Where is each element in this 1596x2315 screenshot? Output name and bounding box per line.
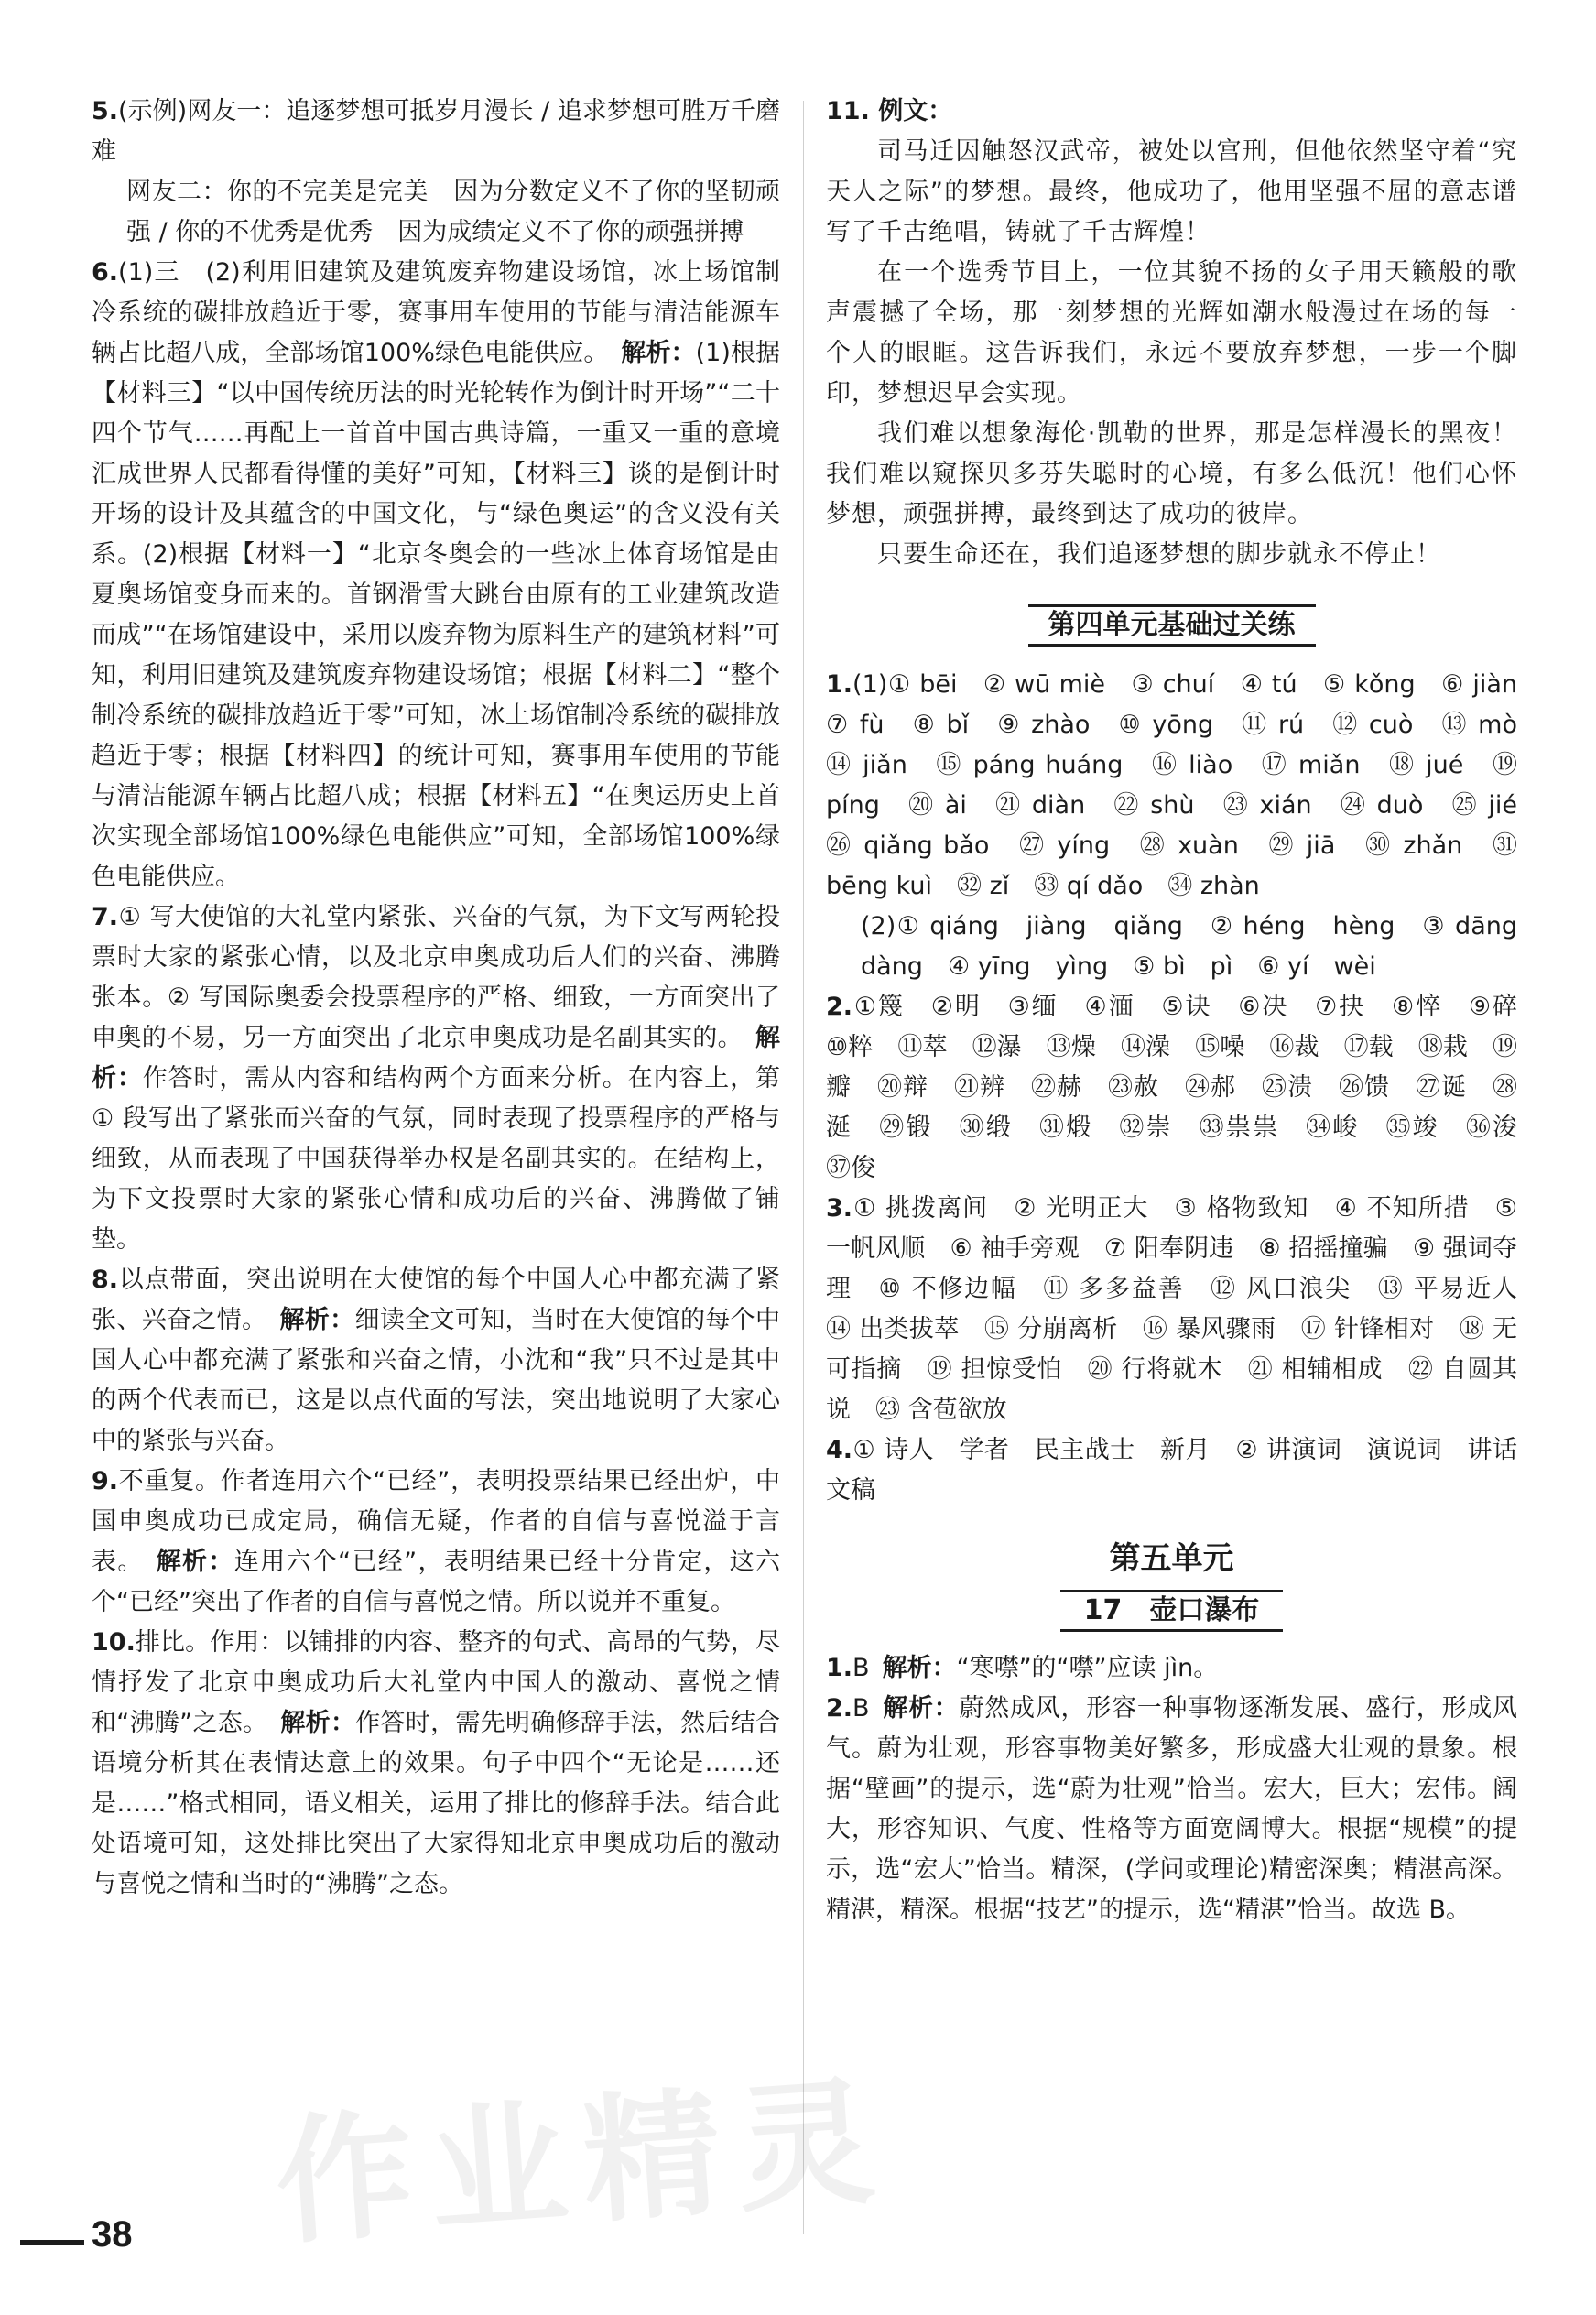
answer-item (92, 897, 780, 1260)
lesson-title-box (826, 1590, 1517, 1632)
question-number: 1. (826, 1654, 853, 1682)
essay-paragraph: 司马迁因触怒汉武帝，被处以宫刑，但他依然坚守着“究天人之际”的梦想。最终，他成功了，他用坚强不屈的意志谱写了千古绝唱，铸就了千古辉煌！ (826, 137, 1517, 246)
analysis-text: 蔚然成风，形容一种事物逐渐发展、盛行，形成风气。蔚为壮观，形容事物美好繁多，形成盛大壮观的景象。根据“壁画”的提示，选“蔚为壮观”恰当。宏大，巨大；宏伟。阔大，形容知识、气度、性格等方面宽阔博大。根据“规模”的提示，选“宏大”恰当。精深，(学问或理论)精密深奥；精湛高深。精湛，精深。根据“技艺”的提示，选“精湛”恰当。故选 B。 (826, 1694, 1518, 1924)
question-number: 6. (92, 258, 119, 287)
watermark: 作业精灵 (270, 2061, 896, 2265)
analysis-text: 作答时，需先明确修辞手法，然后结合语境分析其在表情达意上的效果。句子中四个“无论是……还是……”格式相同，语义相关，运用了排比的修辞手法。结合此处语境可知，这处排比突出了大家得知北京申奥成功后的激动与喜悦之情和当时的“沸腾”之态。 (92, 1709, 780, 1898)
answer-text: (1)① bēi ② wū miè ③ chuí ④ tú ⑤ kǒng ⑥ jiàn ⑦ fù ⑧ bǐ ⑨ zhào ⑩ yōng ⑪ rú ⑫ cuò ⑬ mò ⑭ jiǎn ⑮ páng huáng ⑯ liào ⑰ miǎn ⑱ jué ⑲ píng ⑳ ài ㉑ diàn ㉒ shù ㉓ xián ㉔ duò ㉕ jié ㉖ qiǎng bǎo ㉗ yíng ㉘ xuàn ㉙ jiā ㉚ zhǎn ㉛ bēng kuì ㉜ zǐ ㉝ qí dǎo ㉞ zhàn (826, 670, 1542, 900)
analysis-label: 解析： (279, 1306, 355, 1334)
answer-item (826, 1189, 1542, 1430)
answer-item (92, 1462, 780, 1623)
lesson-title: 17 壶口瀑布 (1060, 1590, 1284, 1632)
answer-item (826, 907, 1542, 987)
answer-item (826, 665, 1542, 907)
unit4-title: 第四单元基础过关练 (1028, 604, 1316, 647)
unit4-title-box (826, 604, 1517, 647)
analysis-label: 解析： (280, 1709, 356, 1737)
answer-text: ① 挑拨离间 ② 光明正大 ③ 格物致知 ④ 不知所措 ⑤ 一帆风顺 ⑥ 袖手旁观 ⑦ 阳奉阴违 ⑧ 招摇撞骗 ⑨ 强词夺理 ⑩ 不修边幅 ⑪ 多多益善 ⑫ 风口浪尖 ⑬ 平易近人 ⑭ 出类拔萃 ⑮ 分崩离析 ⑯ 暴风骤雨 ⑰ 针锋相对 ⑱ 无可指摘 ⑲ 担惊受怕 ⑳ 行将就木 ㉑ 相辅相成 ㉒ 自圆其说 ㉓ 含苞欲放 (826, 1194, 1542, 1424)
analysis-text: 细读全文可知，当时在大使馆的每个中国人心中都充满了紧张和兴奋之情，小沈和“我”只不过是其中的两个代表而已，这是以点代面的写法，突出地说明了大家心中的紧张与兴奋。 (92, 1306, 781, 1455)
answer-item (92, 253, 780, 897)
answer-text: (1)三 (2)利用旧建筑及建筑废弃物建设场馆，冰上场馆制冷系统的碳排放趋近于零，赛事用车使用的节能与清洁能源车辆占比超八成，全部场馆100%绿色电能供应。 (92, 258, 780, 367)
left-column (92, 92, 780, 1905)
page-number: 38 (92, 2214, 133, 2255)
essay-paragraph: 在一个选秀节目上，一位其貌不扬的女子用天籁般的歌声震撼了全场，那一刻梦想的光辉如潮水般漫过在场的每一个人的眼眶。这告诉我们，永远不要放弃梦想，一步一个脚印，梦想迟早会实现。 (826, 258, 1517, 408)
analysis-label: 解析： (882, 1694, 960, 1723)
question-number: 5. (92, 97, 119, 125)
answer-text: (示例)网友一：追逐梦想可抵岁月漫长 / 追求梦想可胜万千磨难 (92, 97, 780, 166)
answer-text: 排比。作用：以铺排的内容、整齐的句式、高昂的气势，尽情抒发了北京申奥成功后大礼堂内中国人的激动、喜悦之情和“沸腾”之态。 (92, 1628, 780, 1737)
page-number-bar (20, 2240, 84, 2245)
right-column (826, 92, 1542, 1930)
analysis-label: 解析： (621, 339, 696, 367)
question-number: 2. (826, 993, 853, 1021)
unit5-title: 第五单元 (1109, 1540, 1234, 1577)
answer-text: B (852, 1654, 870, 1682)
answer-item (92, 1260, 780, 1462)
question-number: 3. (826, 1194, 853, 1223)
answer-item (826, 987, 1542, 1189)
answer-text: ① 诗人 学者 民主战士 新月 ② 讲演词 演说词 讲话文稿 (826, 1436, 1517, 1505)
answer-item (92, 172, 780, 253)
question-number: 4. (826, 1436, 853, 1464)
question-number: 7. (92, 903, 119, 931)
answer-item (826, 1648, 1517, 1689)
column-divider (803, 101, 804, 2234)
analysis-text: “寒噤”的“噤”应读 jìn。 (956, 1654, 1219, 1682)
answer-item (92, 92, 780, 172)
analysis-text: (1)根据【材料三】“以中国传统历法的时光轮转作为倒计时开场”“二十四个节气……再配上一首首中国古典诗篇，一重又一重的意境汇成世界人民都看得懂的美好”可知，【材料三】谈的是倒计时开场的设计及其蕴含的中国文化，与“绿色奥运”的含义没有关系。(2)根据【材料一】“北京冬奥会的一些冰上体育场馆是由夏奥场馆变身而来的。首钢滑雪大跳台由原有的工业建筑改造而成”“在场馆建设中，采用以废弃物为原料生产的建筑材料”可知，利用旧建筑及建筑废弃物建设场馆；根据【材料二】“整个制冷系统的碳排放趋近于零”可知，冰上场馆制冷系统的碳排放趋近于零；根据【材料四】的统计可知，赛事用车使用的节能与清洁能源车辆占比超八成；根据【材料五】“在奥运历史上首次实现全部场馆100%绿色电能供应”可知，全部场馆100%绿色电能供应。 (92, 339, 780, 891)
question-number: 8. (92, 1266, 119, 1294)
question-number: 1. (826, 670, 853, 699)
answer-text: B (852, 1694, 870, 1723)
answer-item (826, 1689, 1517, 1930)
answer-text: ① 写大使馆的大礼堂内紧张、兴奋的气氛，为下文写两轮投票时大家的紧张心情，以及北京申奥成功后人们的兴奋、沸腾张本。② 写国际奥委会投票程序的严格、细致，一方面突出了申奥的不易，另一方面突出了北京申奥成功是名副其实的。 (92, 903, 780, 1052)
analysis-label: 解析： (92, 1024, 780, 1092)
example-essay (826, 132, 1517, 575)
answer-text: ①篾 ②明 ③缅 ④湎 ⑤诀 ⑥决 ⑦抉 ⑧悴 ⑨碎 ⑩粹 ⑪萃 ⑫瀑 ⑬燥 ⑭澡 ⑮噪 ⑯裁 ⑰载 ⑱栽 ⑲瓣 ⑳辩 ㉑辨 ㉒赫 ㉓赦 ㉔郝 ㉕溃 ㉖馈 ㉗诞 ㉘涎 ㉙锻 ㉚缎 ㉛煅 ㉜崇 ㉝祟祟 ㉞峻 ㉟竣 ㊱浚 ㊲俊 (826, 993, 1542, 1182)
essay-paragraph: 我们难以想象海伦·凯勒的世界，那是怎样漫长的黑夜！我们难以窥探贝多芬失聪时的心境，有多么低沉！他们心怀梦想，顽强拼搏，最终到达了成功的彼岸。 (826, 419, 1517, 528)
analysis-label: 解析： (156, 1548, 234, 1576)
answer-text: 网友二：你的不完美是完美 因为分数定义不了你的坚韧顽强 / 你的不优秀是优秀 因为成绩定义不了你的顽强拼搏 (126, 178, 780, 246)
question-11-label: 11. 例文： (826, 97, 953, 125)
question-number: 2. (826, 1694, 853, 1723)
analysis-text: 连用六个“已经”，表明结果已经十分肯定，这六个“已经”突出了作者的自信与喜悦之情。所以说并不重复。 (92, 1548, 781, 1616)
answer-text: 不重复。作者连用六个“已经”，表明投票结果已经出炉，中国申奥成功已成定局，确信无疑，作者的自信与喜悦溢于言表。 (92, 1467, 780, 1576)
answer-item (92, 1623, 780, 1905)
essay-paragraph: 只要生命还在，我们追逐梦想的脚步就永不停止！ (877, 540, 1441, 569)
analysis-text: 作答时，需从内容和结构两个方面来分析。在内容上，第 ① 段写出了紧张而兴奋的气氛，同时表现了投票程序的严格与细致，从而表现了中国获得举办权是名副其实的。在结构上，为下文投票时大家的紧张心情和成功后的兴奋、沸腾做了铺垫。 (92, 1064, 781, 1254)
answer-text: (2)① qiáng jiàng qiǎng ② héng hèng ③ dāng dàng ④ yīng yìng ⑤ bì pì ⑥ yí wèi (861, 912, 1542, 981)
analysis-label: 解析： (882, 1654, 957, 1682)
unit5-answers (826, 1648, 1517, 1930)
unit4-answers (826, 665, 1542, 1511)
question-number: 10. (92, 1628, 136, 1657)
answer-text: 以点带面，突出说明在大使馆的每个中国人心中都充满了紧张、兴奋之情。 (92, 1266, 780, 1334)
answer-item (826, 1430, 1517, 1511)
question-number: 9. (92, 1467, 119, 1495)
